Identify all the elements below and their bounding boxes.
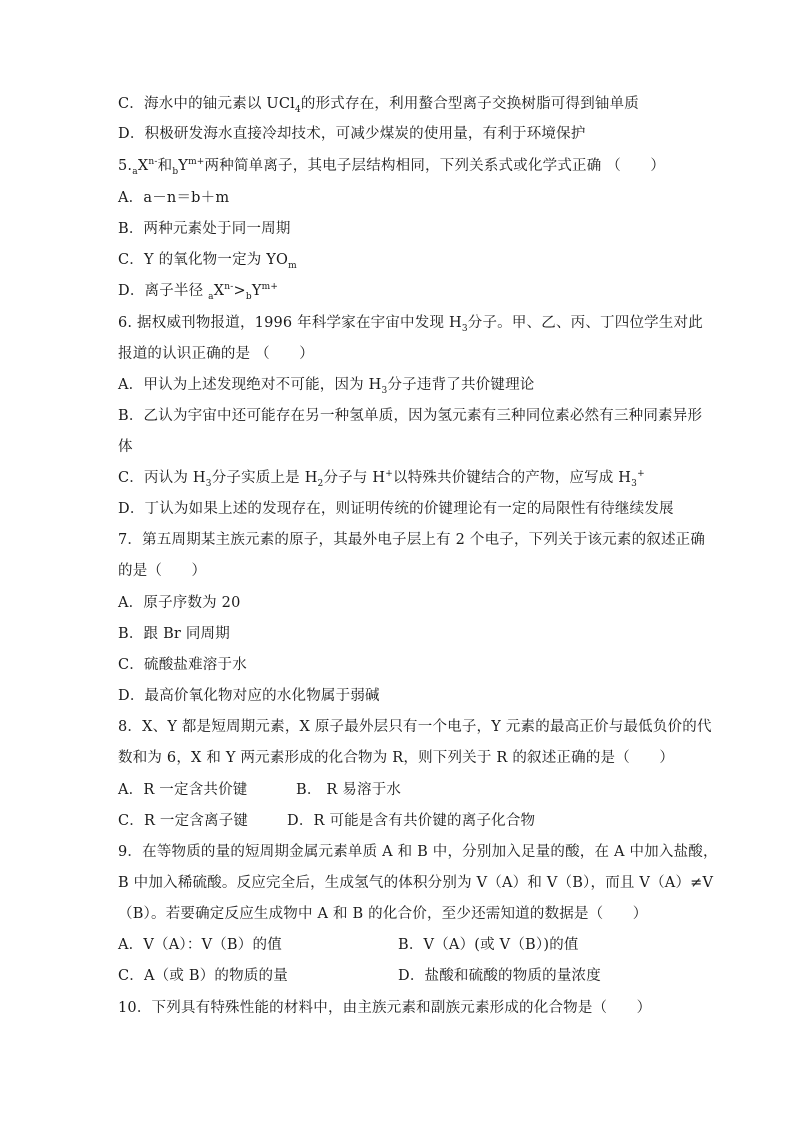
q8-stem-line1: 8．X、Y 都是短周期元素，X 原子最外层只有一个电子，Y 元素的最高正价与最低负价的代 — [118, 719, 712, 735]
q5-option-a: A．a－n＝b＋m — [118, 190, 230, 206]
q8-option-d: D．R 可能是含有共价键的离子化合物 — [287, 813, 536, 829]
q8-option-c: C．R 一定含离子键 — [118, 813, 249, 829]
q4-option-c: C．海水中的铀元素以 UCl$_4$的形式存在，利用螯合型离子交换树脂可得到铀单质 — [118, 96, 640, 115]
q6-stem-line1: 6. 据权威刊物报道，1996 年科学家在宇宙中发现 $H_3$分子。甲、乙、丙、丁四位学生对此 — [118, 315, 703, 334]
q6-option-d: D．丁认为如果上述的发现存在，则证明传统的价键理论有一定的局限性有待继续发展 — [118, 501, 674, 517]
q9-option-d: D．盐酸和硫酸的物质的量浓度 — [398, 968, 601, 984]
q9-option-b: B．V（A）(或 V（B）)的值 — [398, 937, 579, 953]
q7-option-a: A．原子序数为 20 — [118, 595, 241, 611]
q7-option-b: B．跟 Br 同周期 — [118, 626, 230, 642]
q5-option-b: B．两种元素处于同一周期 — [118, 221, 291, 237]
q7-stem-line1: 7．第五周期某主族元素的原子，其最外电子层上有 2 个电子，下列关于该元素的叙述正确 — [118, 532, 706, 548]
q6-option-b-line2: 体 — [118, 439, 133, 455]
q8-option-a: A．R 一定含共价键 — [118, 782, 248, 798]
q8-stem-line2: 数和为 6，X 和 Y 两元素形成的化合物为 R，则下列关于 R 的叙述正确的是（ ） — [118, 750, 675, 766]
q9-option-a: A．V（A）：V（B）的值 — [118, 937, 282, 953]
q6-stem-line2: 报道的认识正确的是 （ ） — [118, 346, 314, 362]
q7-option-c: C．硫酸盐难溶于水 — [118, 657, 247, 673]
q4-option-d: D．积极研发海水直接冷却技术，可减少煤炭的使用量，有利于环境保护 — [118, 126, 586, 142]
q6-option-a: A．甲认为上述发现绝对不可能，因为 $H_3$分子违背了共价键理论 — [118, 377, 535, 396]
q10-stem: 10．下列具有特殊性能的材料中，由主族元素和副族元素形成的化合物是（ ） — [118, 1000, 652, 1016]
q9-stem-line1: 9．在等物质的量的短周期金属元素单质 A 和 B 中，分别加入足量的酸，在 A 中加入盐酸， — [118, 844, 718, 860]
q6-option-b-line1: B．乙认为宇宙中还可能存在另一种氢单质，因为氢元素有三种同位素必然有三种同素异形 — [118, 408, 703, 424]
q5-option-d: D．离子半径 $_aX^{n-}>_bY^{m+}$ — [118, 282, 279, 302]
q7-option-d: D．最高价氧化物对应的水化物属于弱碱 — [118, 688, 380, 704]
q8-option-b: B． R 易溶于水 — [296, 782, 402, 798]
q5-stem: $5._aX^{n-}$和$_bY^{m+}$两种简单离子，其电子层结构相同，下列关系式或化学式正确 （ ） — [118, 157, 666, 177]
q7-stem-line2: 的是（ ） — [118, 563, 207, 579]
q6-option-c: C．丙认为 $H_3$分子实质上是 $H_2$分子与 H+以特殊共价键结合的产物，应写成 $H_3^+$ — [118, 469, 645, 489]
q5-option-c: C．Y 的氧化物一定为 $YO_m$ — [118, 252, 297, 271]
q9-stem-line3: （B）。若要确定反应生成物中 A 和 B 的化合价，至少还需知道的数据是（ ） — [118, 906, 648, 922]
q9-option-c: C．A（或 B）的物质的量 — [118, 968, 288, 984]
q9-stem-line2: B 中加入稀硫酸。反应完全后，生成氢气的体积分别为 V（A）和 V（B），而且 V（A）≠V — [118, 875, 714, 891]
